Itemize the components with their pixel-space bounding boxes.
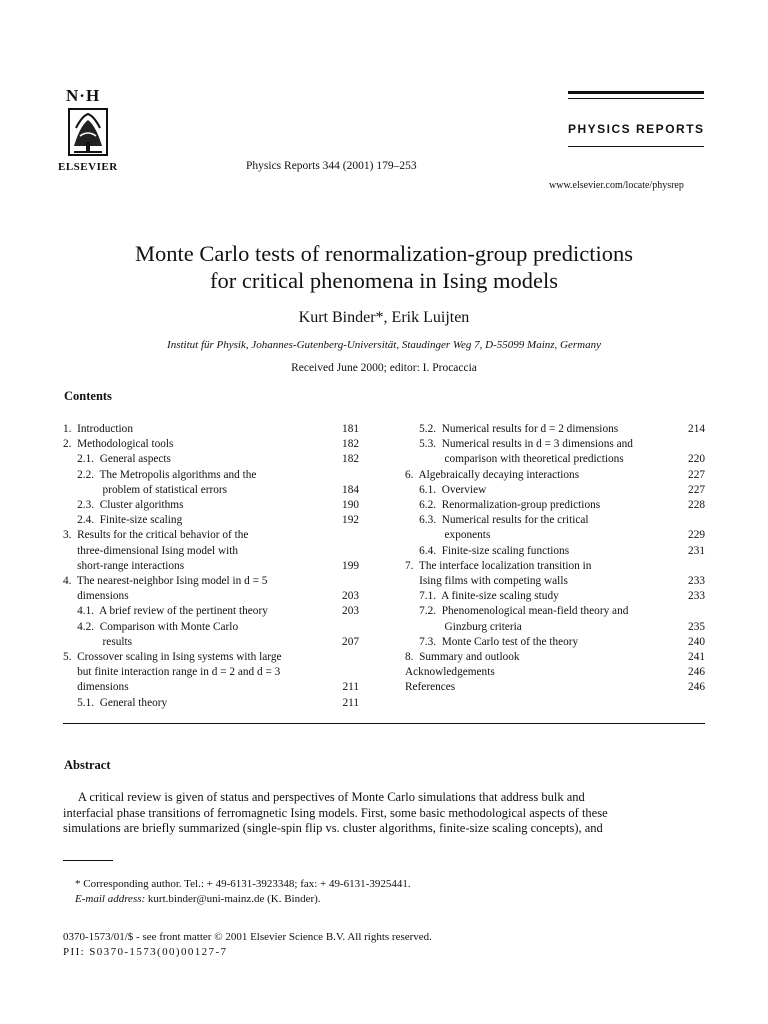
toc-entry-title: 2.4. Finite-size scaling [63,514,183,527]
copyright-block [63,930,432,960]
header-rule-thick [568,91,704,94]
toc-entry-title: 7. The interface localization transition in [405,559,592,572]
toc-entry[interactable] [63,650,359,665]
toc-entry-page: 211 [342,681,359,694]
toc-entry-title: 6.3. Numerical results for the critical [405,514,589,527]
toc-entry-page: 235 [688,620,705,633]
abstract-line: interfacial phase transitions of ferromagnetic Ising models. First, some basic methodological aspects of these [63,805,608,820]
toc-entry-title: 2.1. General aspects [63,453,171,466]
toc-entry-title: 6.2. Renormalization-group predictions [405,499,601,512]
toc-entry-page: 246 [688,681,705,694]
toc-entry-title: problem of statistical errors [63,483,228,496]
toc-entry-title: 5.1. General theory [63,696,168,709]
toc-entry-title: 6.4. Finite-size scaling functions [405,544,570,557]
toc-entry-page: 203 [342,590,359,603]
toc-entry-page: 211 [342,696,359,709]
toc-entry[interactable] [63,635,359,650]
toc-entry-title: but finite interaction range in d = 2 and d = 3 [63,666,281,679]
toc-entry-title: short-range interactions [63,559,185,572]
toc-entry-page: 229 [688,529,705,542]
toc-entry[interactable] [405,468,705,483]
footnote [75,877,411,907]
publisher-name: ELSEVIER [58,161,118,173]
contents-divider [63,723,705,724]
toc-entry[interactable] [405,544,705,559]
toc-entry-page: 192 [342,514,359,527]
toc-entry[interactable] [63,422,359,437]
toc-entry[interactable] [405,650,705,665]
toc-entry[interactable] [63,620,359,635]
toc-entry-page: 246 [688,666,705,679]
toc-entry-title: 4. The nearest-neighbor Ising model in d = 5 [63,575,268,588]
toc-entry[interactable] [63,483,359,498]
toc-entry[interactable] [63,452,359,467]
footnote-email-value[interactable]: kurt.binder@uni-mainz.de (K. Binder). [145,893,321,905]
toc-entry[interactable] [405,589,705,604]
toc-entry[interactable] [63,680,359,695]
footnote-rule [63,860,113,861]
toc-entry-page: 207 [342,635,359,648]
article-affiliation: Institut für Physik, Johannes-Gutenberg-Universität, Staudinger Weg 7, D-55099 Mainz, Germany [167,339,601,351]
toc-entry-title: 8. Summary and outlook [405,651,520,664]
toc-entry-title: 5.3. Numerical results in d = 3 dimensions and [405,438,633,451]
toc-entry-page: 227 [688,468,705,481]
abstract-line: A critical review is given of status and perspectives of Monte Carlo simulations that address bulk and [63,790,585,804]
header-rule-thin [568,98,704,99]
article-title [0,240,768,294]
toc-entry-page: 214 [688,423,705,435]
journal-url[interactable]: www.elsevier.com/locate/physrep [549,180,684,191]
toc-entry-title: Ising films with competing walls [405,575,568,588]
toc-entry-title: 4.2. Comparison with Monte Carlo [63,620,239,633]
toc-entry-title: 4.1. A brief review of the pertinent theory [63,605,268,618]
toc-entry-title: 2.2. The Metropolis algorithms and the [63,468,257,481]
toc-entry-title: 6. Algebraically decaying interactions [405,468,580,481]
toc-entry[interactable] [63,498,359,513]
toc-entry[interactable] [405,437,705,452]
toc-entry-title: 6.1. Overview [405,483,487,496]
footnote-corresponding: * Corresponding author. Tel.: + 49-6131-3923348; fax: + 49-6131-3925441. [75,878,411,890]
footnote-email [75,892,411,907]
publisher-imprint-mark: N·H [66,86,101,105]
toc-entry[interactable] [63,528,359,543]
toc-entry-page: 190 [342,499,359,512]
article-received: Received June 2000; editor: I. Procaccia [291,362,477,374]
toc-entry[interactable] [63,665,359,680]
toc-entry-title: 7.3. Monte Carlo test of the theory [405,635,579,648]
toc-entry-title: results [63,635,133,648]
abstract-heading: Abstract [64,758,111,772]
article-authors: Kurt Binder*, Erik Luijten [298,309,470,326]
toc-entry[interactable] [405,422,705,437]
copyright-line: 0370-1573/01/$ - see front matter © 2001 Elsevier Science B.V. All rights reserved. [63,931,432,943]
toc-entry-page: 241 [688,651,705,664]
toc-entry[interactable] [63,589,359,604]
elsevier-tree-logo [66,106,110,158]
toc-entry-title: 7.2. Phenomenological mean-field theory and [405,605,629,618]
toc-entry[interactable] [405,452,705,467]
journal-reference: Physics Reports 344 (2001) 179–253 [246,160,417,172]
toc-entry[interactable] [405,635,705,650]
toc-entry[interactable] [63,437,359,452]
toc-entry-page: 181 [342,423,359,435]
toc-left-column [63,422,359,711]
abstract-line: simulations are briefly summarized (single-spin flip vs. cluster algorithms, finite-size scaling concepts), and [63,821,603,836]
toc-entry-title: exponents [405,529,491,542]
footnote-email-label: E-mail address: [75,893,146,905]
toc-entry[interactable] [405,604,705,619]
toc-entry-page: 220 [688,453,705,466]
toc-entry-title: three-dimensional Ising model with [63,544,239,557]
toc-entry-page: 233 [688,575,705,588]
contents-heading: Contents [64,389,112,403]
toc-entry-title: 5. Crossover scaling in Ising systems with large [63,651,282,664]
toc-entry[interactable] [405,574,705,589]
toc-entry[interactable] [405,680,705,695]
toc-entry[interactable] [63,604,359,619]
toc-entry-title: comparison with theoretical predictions [405,453,624,466]
article-title-line1: Monte Carlo tests of renormalization-group predictions [135,241,633,266]
article-title-line2: for critical phenomena in Ising models [209,268,559,293]
toc-entry-page: 203 [342,605,359,618]
toc-entry[interactable] [405,559,705,574]
toc-entry-title: dimensions [63,681,129,694]
toc-entry[interactable] [63,574,359,589]
toc-entry-page: 184 [342,483,359,496]
toc-entry-page: 182 [342,438,359,451]
toc-entry-title: 2. Methodological tools [63,438,174,451]
toc-entry-title: References [405,681,456,694]
toc-entry[interactable] [63,513,359,528]
toc-entry-title: Acknowledgements [405,666,495,679]
toc-entry[interactable] [63,468,359,483]
toc-entry[interactable] [63,544,359,559]
toc-entry-title: 3. Results for the critical behavior of the [63,529,249,542]
toc-entry[interactable] [405,665,705,680]
toc-entry[interactable] [63,696,359,711]
toc-entry-page: 227 [688,483,705,496]
toc-entry-title: dimensions [63,590,129,603]
pii-line: PII: S0370-1573(00)00127-7 [63,946,228,958]
toc-entry-page: 182 [342,453,359,466]
toc-entry[interactable] [405,513,705,528]
toc-entry[interactable] [405,483,705,498]
toc-entry-page: 228 [688,499,705,512]
abstract-body [63,790,705,837]
toc-entry-page: 231 [688,544,705,557]
toc-entry[interactable] [63,559,359,574]
toc-entry[interactable] [405,620,705,635]
toc-entry-title: 1. Introduction [63,423,133,435]
toc-entry-page: 233 [688,590,705,603]
journal-name: PHYSICS REPORTS [568,122,705,136]
toc-entry-title: 5.2. Numerical results for d = 2 dimensions [405,423,619,435]
toc-entry[interactable] [405,498,705,513]
toc-entry-page: 199 [342,559,359,572]
toc-entry-page: 240 [688,635,705,648]
toc-right-column [405,422,705,696]
toc-entry[interactable] [405,528,705,543]
toc-entry-title: 2.3. Cluster algorithms [63,499,184,512]
toc-entry-title: Ginzburg criteria [405,620,522,633]
toc-entry-title: 7.1. A finite-size scaling study [405,590,559,603]
header-rule-lower [568,146,704,147]
